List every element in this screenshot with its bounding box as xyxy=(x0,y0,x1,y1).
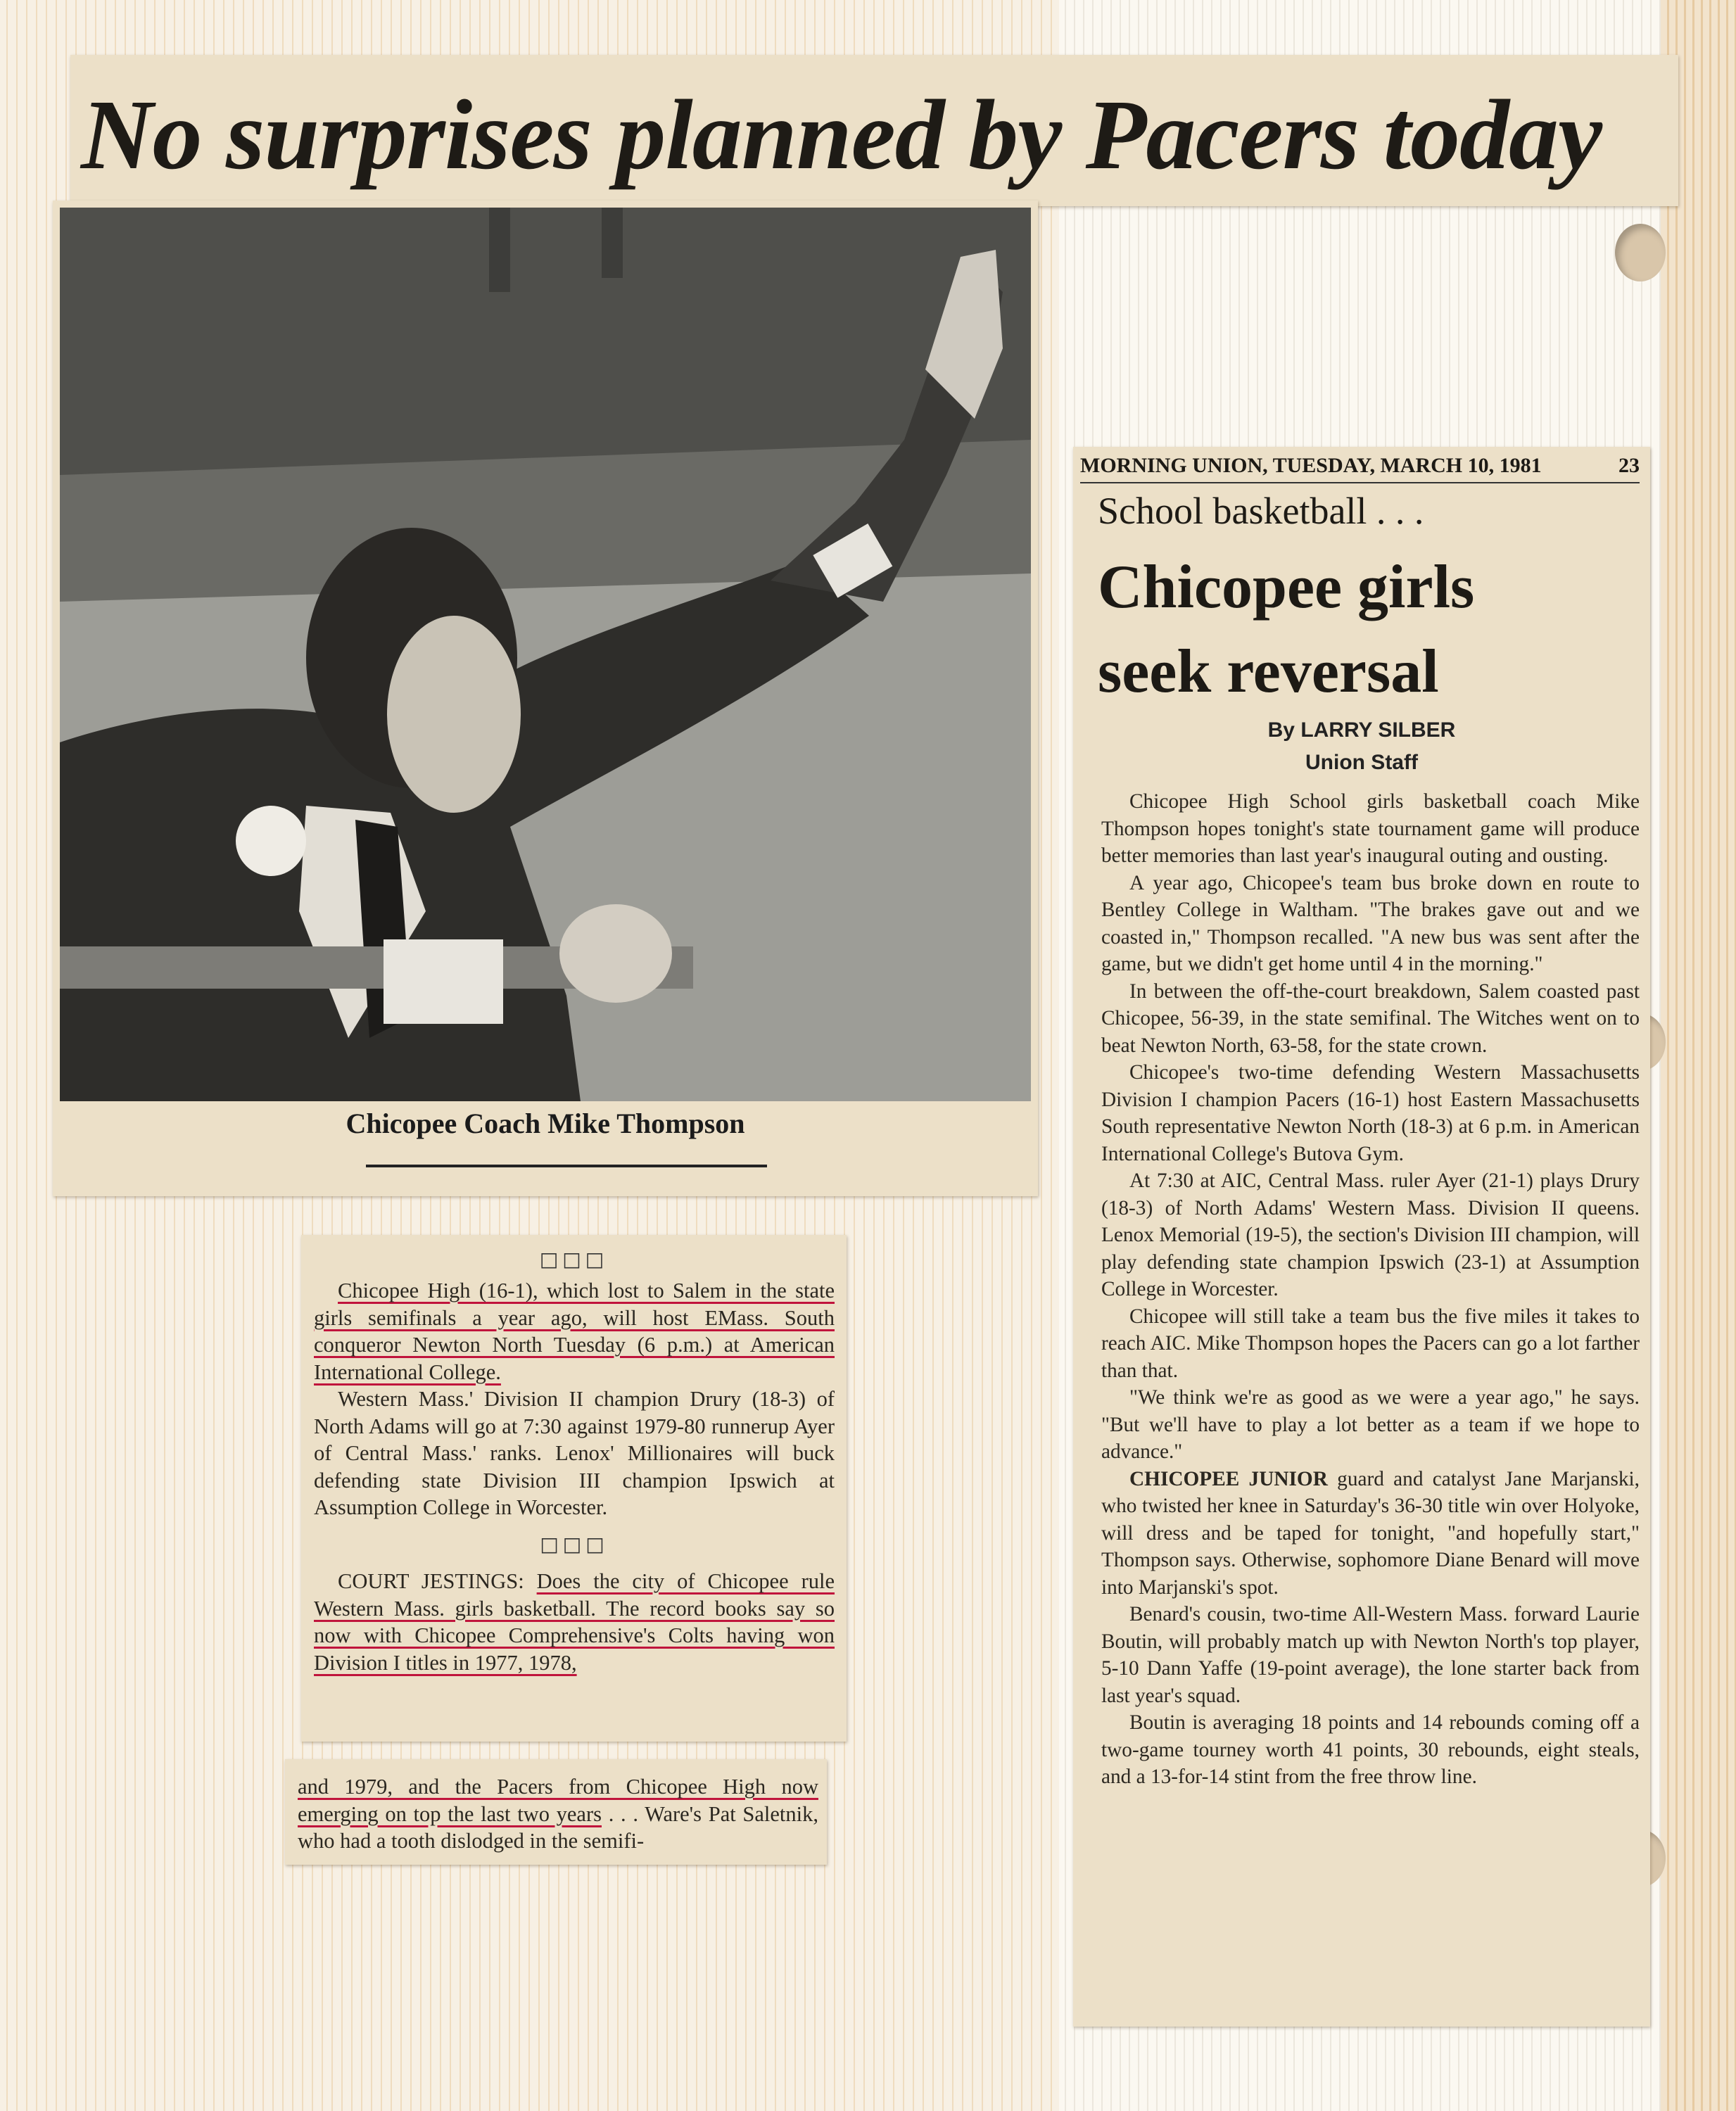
byline: By LARRY SILBER xyxy=(1267,718,1456,742)
article-paragraph: Boutin is averaging 18 points and 14 rebounds coming off a two-game tourney worth 41 points, 30 rebounds, eight steals, and a 13-for-14 stint from the free throw line. xyxy=(1101,1711,1640,1788)
notes-paragraph xyxy=(314,1277,835,1386)
article-paragraph: In between the off-the-court breakdown, Salem coasted past Chicopee, 56-39, in the state semifinal. The Witches went on to beat Newton North, 63-58, for the state crown. xyxy=(1101,980,1640,1057)
photo-caption: Chicopee Coach Mike Thompson xyxy=(346,1108,745,1139)
byline-staff: Union Staff xyxy=(1305,751,1418,774)
notes-clipping-continued xyxy=(285,1759,827,1865)
article-paragraph: At 7:30 at AIC, Central Mass. ruler Ayer (21-1) plays Drury (18-3) of North Adams' Western Mass. Division II queens. Lenox Memorial (19-5), the section's Division III champion, will play defending state champion Ipswich (23-1) at Assumption College in Worcester. xyxy=(1101,1169,1640,1300)
underlined-text: Does the city of Chicopee rule Western Mass. girls basketball. The record books say so now with Chicopee Comprehensive's Colts having won Division I titles in 1977, 1978, xyxy=(314,1569,835,1675)
notes-paragraph: Western Mass.' Division II champion Drury (18-3) of North Adams will go at 7:30 against 1979-80 runnerup Ayer of Central Mass.' ranks. Lenox' Millionaires will buck defending state Division III champion Ipswich at Assumption College in Worcester. xyxy=(314,1387,835,1519)
article-kicker: School basketball . . . xyxy=(1098,490,1424,532)
article-paragraph xyxy=(1101,1466,1640,1602)
notes-clipping xyxy=(301,1235,847,1742)
paragraph-text: guard and catalyst Jane Marjanski, who twisted her knee in Saturday's 36-30 title win over Holyoke, will dress and be taped for tonight, "and hopefully start," Thompson says. Otherwise, sophomore Diane Benard will move into Marjanski's spot. xyxy=(1101,1467,1640,1599)
article-title-line-2: seek reversal xyxy=(1098,638,1439,706)
article-paragraph: Benard's cousin, two-time All-Western Mass. forward Laurie Boutin, will probably match up with Newton North's top player, 5-10 Dann Yaffe (19-point average), the lone starter back from last year's squad. xyxy=(1101,1603,1640,1707)
headline-clipping xyxy=(70,55,1678,206)
dateline-text: MORNING UNION, TUESDAY, MARCH 10, 1981 xyxy=(1080,454,1542,477)
notes-body xyxy=(314,1277,835,1676)
notes-body xyxy=(298,1773,818,1855)
paragraph-text: . . . Ware's Pat Saletnik, who had a tooth dislodged in the semifi- xyxy=(298,1801,818,1853)
article-title-line-1: Chicopee girls xyxy=(1098,553,1475,621)
article-title xyxy=(1098,545,1633,714)
article-clipping xyxy=(1073,447,1650,2027)
underlined-text: and 1979, and the Pacers from Chicopee High now emerging on top the last two years xyxy=(298,1775,818,1826)
caption-divider xyxy=(366,1165,767,1167)
article-paragraph: Chicopee will still take a team bus the five miles it takes to reach AIC. Mike Thompson hopes the Pacers can go a lot farther than that. xyxy=(1101,1305,1640,1382)
underlined-text: Chicopee High (16-1), which lost to Salem in the state girls semifinals a year ago, will host EMass. South conqueror Newton North Tuesday (6 p.m.) at American International College. xyxy=(314,1279,835,1384)
run-in-head: COURT JESTINGS: xyxy=(338,1569,537,1593)
article-paragraph: A year ago, Chicopee's team bus broke down en route to Bentley College in Waltham. "The brakes gave out and we coasted in," Thompson recalled. "A new bus was sent after the game, but we didn't get home until 4 in the morning." xyxy=(1101,871,1640,975)
photo-clipping xyxy=(53,201,1038,1196)
article-body xyxy=(1101,788,1640,1791)
page-edge xyxy=(1661,0,1736,2111)
notes-paragraph xyxy=(314,1568,835,1676)
dateline xyxy=(1080,454,1640,483)
article-paragraph: Chicopee's two-time defending Western Massachusetts Division I champion Pacers (16-1) host Eastern Massachusetts South representative Newton North (18-3) at 6 p.m. in American International College's Butova Gym. xyxy=(1101,1061,1640,1165)
page-number: 23 xyxy=(1618,454,1640,477)
binder-hole xyxy=(1615,224,1666,281)
article-paragraph: "We think we're as good as we were a year ago," he says. "But we'll have to play a lot better as a team if we hope to advance." xyxy=(1101,1386,1640,1463)
section-separator: □□□ xyxy=(539,1248,609,1271)
notes-paragraph xyxy=(298,1773,818,1855)
run-in-head: CHICOPEE JUNIOR xyxy=(1129,1467,1328,1490)
article-paragraph: Chicopee High School girls basketball coach Mike Thompson hopes tonight's state tournament game will produce better memories than last year's inaugural outing and ousting. xyxy=(1101,790,1640,867)
headline: No surprises planned by Pacers today xyxy=(81,79,1602,190)
section-separator: □□□ xyxy=(540,1532,609,1556)
coach-photo xyxy=(60,208,1031,1101)
